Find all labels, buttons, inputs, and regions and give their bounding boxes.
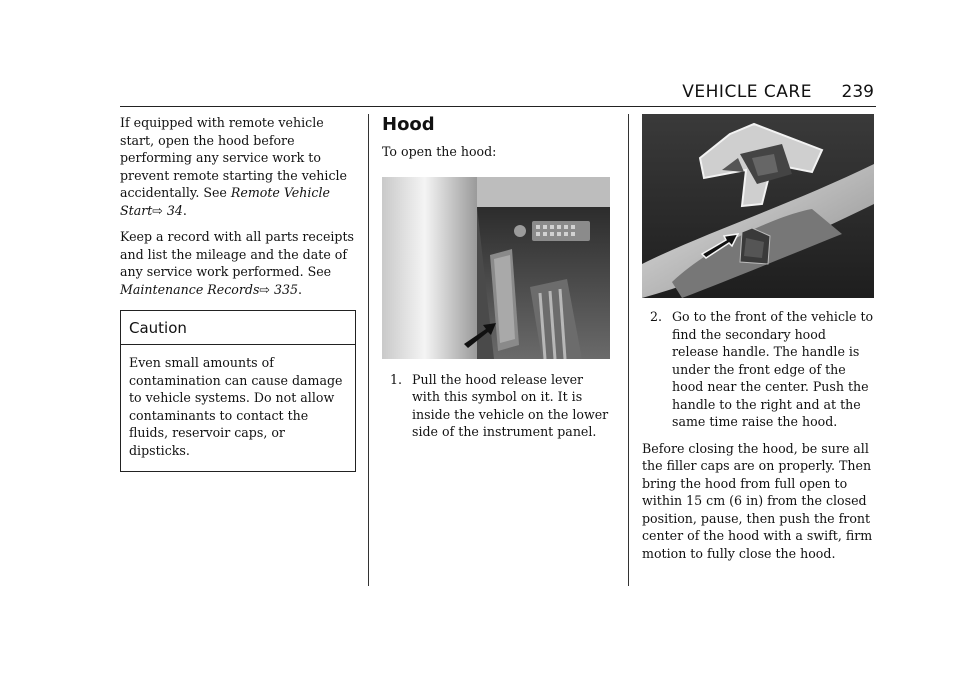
closing-hood-paragraph: Before closing the hood, be sure all the filler caps are on properly. Then bring the hood from full open to within 15 cm (6 in) from the closed position, pause, then push the front center of the hood with a swift, firm motion to fully close the hood. xyxy=(642,440,873,561)
secondary-hood-release-illustration xyxy=(642,114,874,298)
step-1 xyxy=(382,371,614,441)
hood-intro: To open the hood: xyxy=(382,144,497,159)
section-title: VEHICLE CARE xyxy=(682,82,812,102)
step-1-number: 1. xyxy=(390,371,403,387)
page-header xyxy=(120,80,876,107)
column-divider xyxy=(368,114,369,586)
remote-start-link[interactable]: Remote Vehicle Start⇨ 34 xyxy=(120,185,330,218)
caution-box xyxy=(120,310,356,472)
page-ref-arrow-icon: ⇨ xyxy=(152,202,163,218)
maintenance-record-paragraph: Keep a record with all parts receipts and list the mileage and the date of any service work performed. See Maintenance Records⇨ 335. xyxy=(120,229,355,297)
step-2-text: Go to the front of the vehicle to find the secondary hood release handle. The handle is under the front edge of the hood near the center. Push the handle to the right and at the same time raise the hood. xyxy=(672,309,874,429)
column-left xyxy=(120,114,356,472)
page-number: 239 xyxy=(841,82,874,102)
column-right xyxy=(642,114,876,571)
caution-text: Even small amounts of contamination can cause damage to vehicle systems. Do not allow contaminants to contact the fluids, reservoir caps, or dipsticks. xyxy=(129,355,343,458)
step-2 xyxy=(642,308,876,431)
page-ref-arrow-icon: ⇨ xyxy=(259,281,270,297)
column-divider xyxy=(628,114,629,586)
hood-heading: Hood xyxy=(382,114,435,135)
maintenance-records-link[interactable]: Maintenance Records⇨ 335 xyxy=(120,281,299,297)
remote-start-paragraph: If equipped with remote vehicle start, open the hood before performing any service work to prevent remote starting the vehicle accidentally. See Remote Vehicle Start⇨ 34. xyxy=(120,115,347,218)
hood-release-lever-illustration xyxy=(382,177,610,359)
caution-title: Caution xyxy=(121,311,355,345)
step-1-text: Pull the hood release lever with this symbol on it. It is inside the vehicle on the lower side of the instrument panel. xyxy=(412,371,609,439)
step-2-number: 2. xyxy=(650,309,663,324)
column-middle xyxy=(382,114,614,450)
